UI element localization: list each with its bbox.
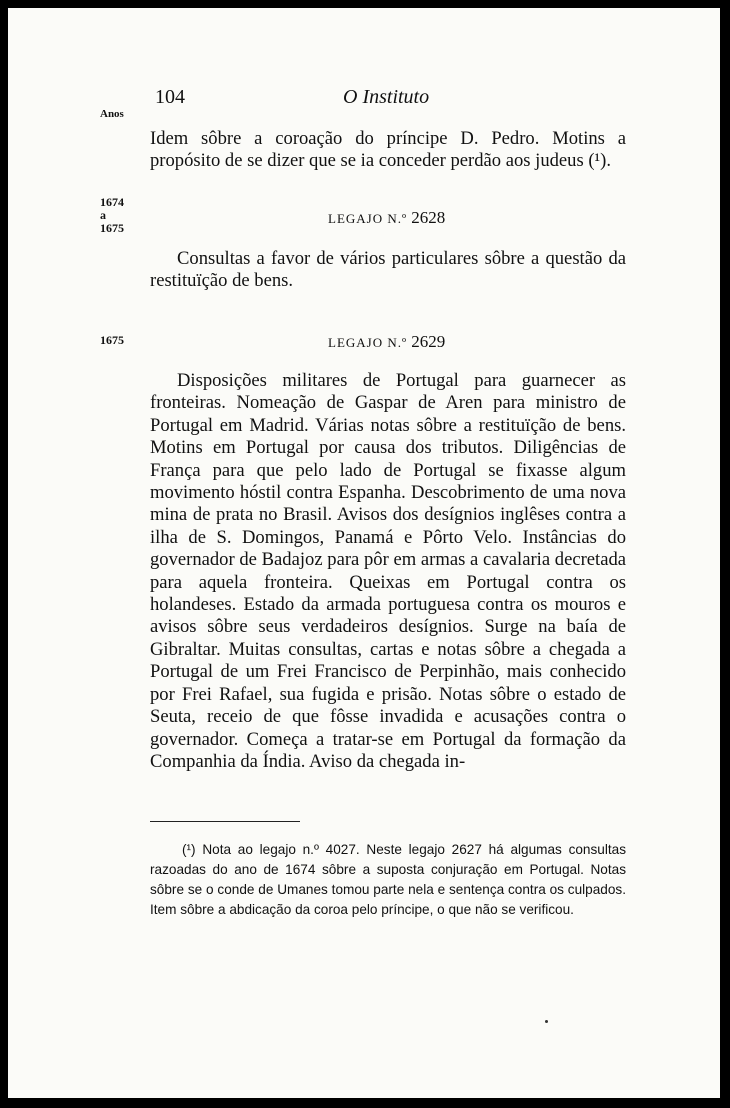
footnote-reference: (¹): [588, 150, 607, 172]
legajo-2629-text: Disposições militares de Portugal para guarnecer as fronteiras. Nomeação de Gaspar de Aren para ministro de Portugal em Madrid. Várias notas sôbre a restituïção de bens. Motins em Portugal por causa dos tributos. Diligências de França para que pelo lado de Portugal se fixasse algum movimento hóstil contra Espanha. Descobrimento de uma nova mina de prata no Brasil. Avisos dos desígnios inglêses contra a ilha de S. Domingos, Panamá e Pôrto Velo. Instâncias do governador de Badajoz para pôr em armas a cavalaria decretada para aquela fronteira. Queixas em Portugal contra os holandeses. Estado da armada portuguesa contra os mouros e avisos sôbre seus verdadeiros desígnios. Surge na baía de Gibraltar. Muitas consultas, cartas e notas sôbre a chegada a Portugal de um Frei Francisco de Perpinhão, mais conhecido por Frei Rafael, sua fugida e prisão. Notas sôbre o estado de Seuta, receio de que fôsse invadida e acusações contra o governador. Começa a tratar-se em Portugal da formação da Companhia da Índia. Aviso da chegada in-: [150, 370, 626, 772]
margin-note-year-1675: 1675: [100, 333, 124, 347]
footnote: [150, 840, 626, 920]
running-title: O Instituto: [343, 86, 430, 108]
footnote-marker: (¹): [182, 842, 196, 857]
legajo-label: LEGAJO N.º: [328, 335, 408, 350]
legajo-number: 2628: [411, 208, 446, 227]
legajo-number: 2629: [411, 332, 446, 351]
page-number: 104: [155, 86, 185, 108]
book-page: [8, 8, 720, 1098]
margin-note-anos: Anos: [100, 108, 124, 120]
footnote-text: Nota ao legajo n.º 4027. Neste legajo 2627 há algumas consultas razoadas do ano de 1674 sôbre a suposta conjuração em Portugal. Notas sôbre se o conde de Umanes tomou parte nela e sentença contra os culpados. Item sôbre a abdicação da coroa pelo príncipe, o que não se verificou.: [150, 842, 626, 917]
legajo-2628-text: Consultas a favor de vários particulares sôbre a questão da restituïção de bens.: [150, 248, 626, 292]
legajo-2629-heading: [328, 332, 445, 352]
intro-text: Idem sôbre a coroação do príncipe D. Pedro. Motins a propósito de se dizer que se ia conceder perdão aos judeus: [150, 128, 626, 172]
margin-note-year-range: 1674 a 1675: [100, 195, 124, 235]
print-speck: [545, 1020, 548, 1023]
legajo-2628-heading: [328, 208, 445, 228]
intro-paragraph: Idem sôbre a coroação do príncipe D. Pedro. Motins a propósito de se dizer que se ia conceder perdão aos judeus (¹).: [150, 128, 626, 172]
footnote-divider: [150, 821, 300, 822]
legajo-label: LEGAJO N.º: [328, 211, 408, 226]
